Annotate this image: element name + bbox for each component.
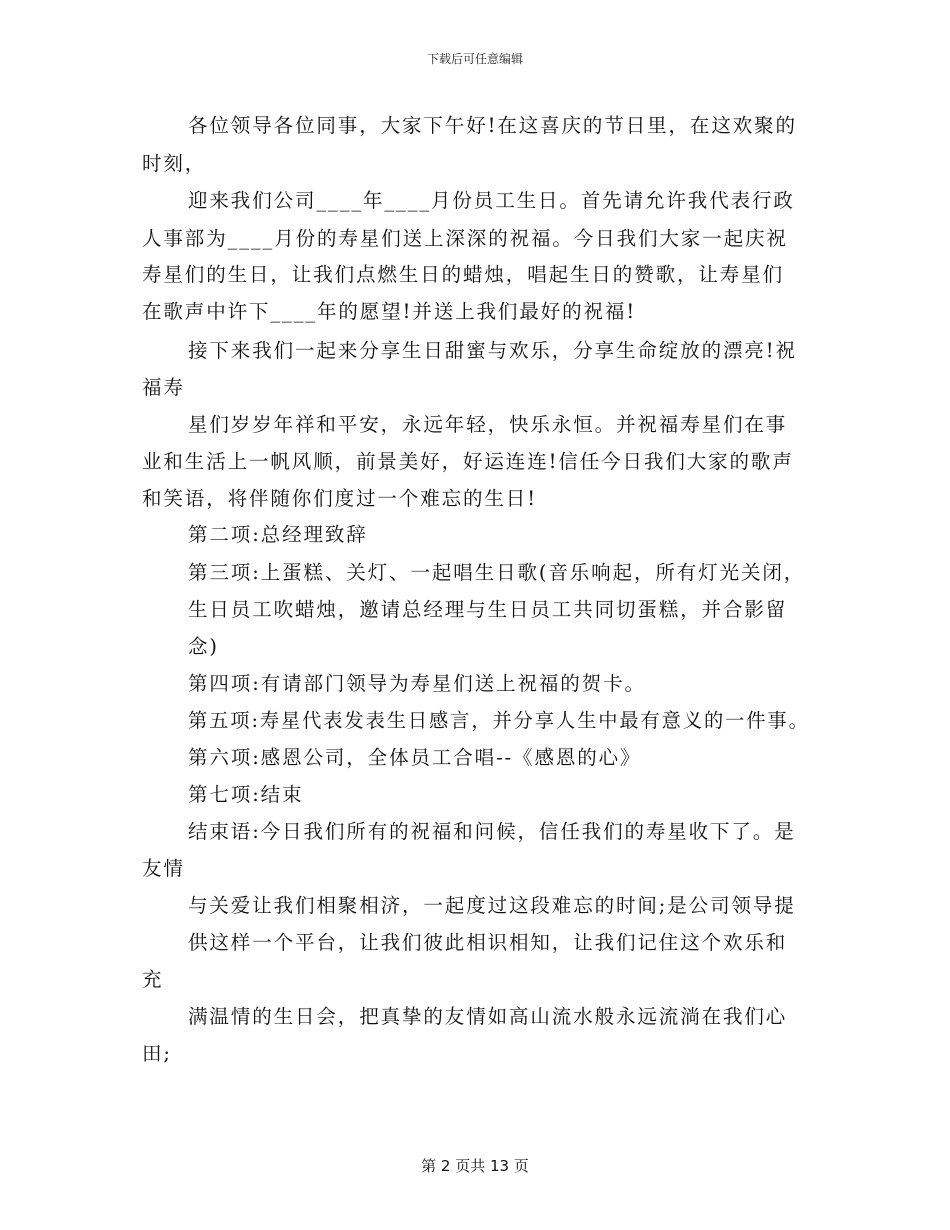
text-line: 生日员工吹蜡烛，邀请总经理与生日员工共同切蛋糕，并合影留 (188, 598, 788, 621)
text-line: 各位领导各位同事，大家下午好!在这喜庆的节日里，在这欢聚的 (188, 114, 797, 137)
page-header: 下载后可任意编辑 (426, 52, 523, 66)
text-line: 接下来我们一起来分享生日甜蜜与欢乐，分享生命绽放的漂亮!祝 (188, 339, 797, 362)
text-line: 时刻， (142, 152, 207, 175)
text-line: 田; (142, 1042, 172, 1065)
text-line: 第七项:结束 (188, 783, 304, 806)
text-line: 满温情的生日会，把真挚的友情如高山流水般永远流淌在我们心 (188, 1005, 788, 1028)
text-line: 念) (188, 635, 219, 658)
text-line: 第二项:总经理致辞 (188, 523, 368, 546)
text-line: 第五项:寿星代表发表生日感言，并分享人生中最有意义的一件事。 (188, 709, 810, 732)
text-line: 第三项:上蛋糕、关灯、一起唱生日歌(音乐响起，所有灯光关闭， (188, 561, 806, 584)
text-line: 寿星们的生日，让我们点燃生日的蜡烛，唱起生日的赞歌，让寿星们 (142, 263, 785, 286)
text-line: 友情 (142, 857, 185, 880)
text-line: 第六项:感恩公司，全体员工合唱--《感恩的心》 (188, 746, 642, 769)
text-line: 人事部为____月份的寿星们送上深深的祝福。今日我们大家一起庆祝 (142, 227, 788, 250)
text-line: 第四项:有请部门领导为寿星们送上祝福的贺卡。 (188, 672, 646, 695)
text-line: 与关爱让我们相聚相济，一起度过这段难忘的时间;是公司领导提 (188, 894, 796, 917)
text-line: 结束语:今日我们所有的祝福和问候，信任我们的寿星收下了。是 (188, 820, 796, 843)
text-line: 星们岁岁年祥和平安，永远年轻，快乐永恒。并祝福寿星们在事 (188, 413, 788, 436)
text-line: 在歌声中许下____年的愿望!并送上我们最好的祝福! (142, 300, 637, 323)
text-line: 和笑语，将伴随你们度过一个难忘的生日! (142, 487, 537, 510)
page-number: 第 2 页共 13 页 (421, 1157, 529, 1175)
text-line: 供这样一个平台，让我们彼此相识相知，让我们记住这个欢乐和 (188, 931, 788, 954)
text-line: 充 (142, 968, 164, 991)
text-line: 福寿 (142, 376, 185, 399)
text-line: 迎来我们公司____年____月份员工生日。首先请允许我代表行政 (188, 189, 795, 212)
text-line: 业和生活上一帆风顺，前景美好，好运连连!信任今日我们大家的歌声 (142, 450, 794, 473)
